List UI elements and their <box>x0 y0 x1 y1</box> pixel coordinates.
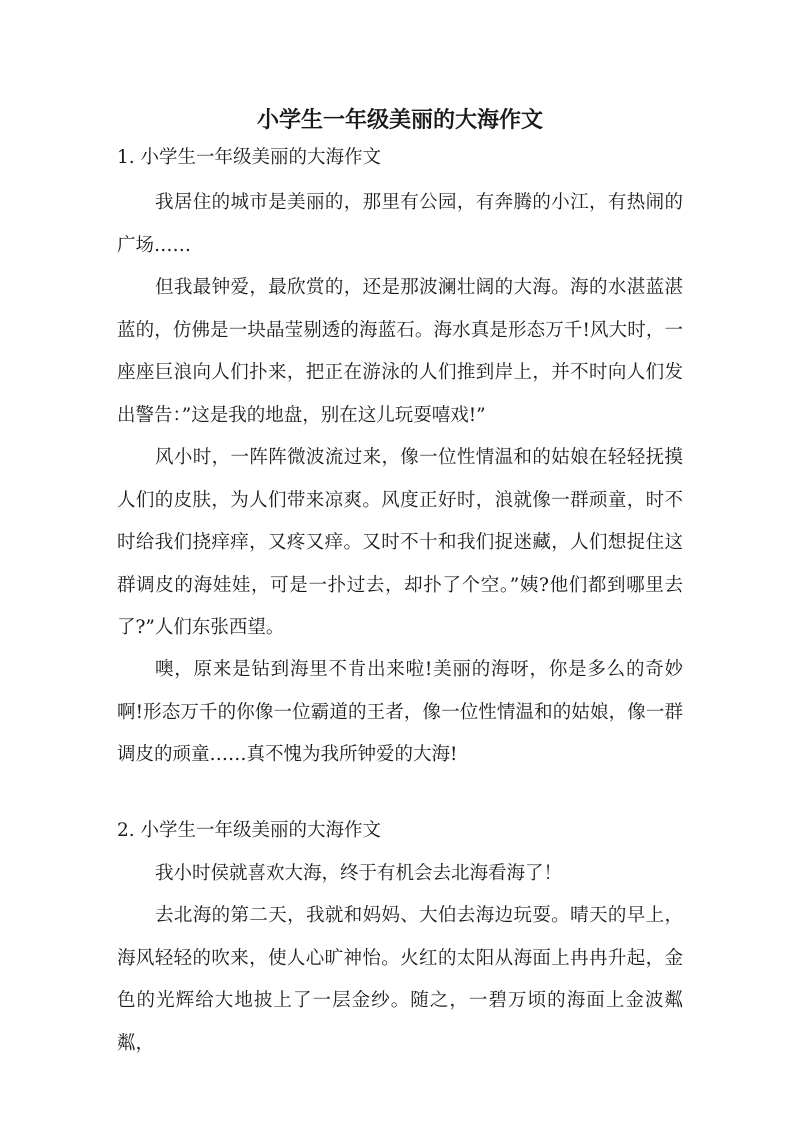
section-1-paragraph-4: 噢，原来是钻到海里不肯出来啦!美丽的海呀，你是多么的奇妙啊!形态万千的你像一位霸道的王者，像一位性情温和的姑娘，像一群调皮的顽童……真不愧为我所钟爱的大海! <box>117 659 683 765</box>
section-1-paragraph-3: 风小时，一阵阵微波流过来，像一位性情温和的姑娘在轻轻抚摸人们的皮肤，为人们带来凉爽。风度正好时，浪就像一群顽童，时不时给我们挠痒痒，又疼又痒。又时不十和我们捉迷藏，人们想捉住这群调皮的海娃娃，可是一扑过去，却扑了个空。”姨?他们都到哪里去了?”人们东张西望。 <box>117 447 683 638</box>
document-title: 小学生一年级美丽的大海作文 <box>256 107 543 133</box>
section-1-paragraph-1: 我居住的城市是美丽的，那里有公园，有奔腾的小江，有热闹的广场…… <box>117 192 683 256</box>
section-1-heading: 1. 小学生一年级美丽的大海作文 <box>117 147 382 168</box>
section-2-paragraph-2: 去北海的第二天，我就和妈妈、大伯去海边玩耍。晴天的早上，海风轻轻的吹来，使人心旷神怡。火红的太阳从海面上冉冉升起，金色的光辉给大地披上了一层金纱。随之，一碧万顷的海面上金波粼粼， <box>117 905 683 1054</box>
section-2-paragraph-1: 我小时侯就喜欢大海，终于有机会去北海看海了！ <box>155 863 563 884</box>
section-1-paragraph-2: 但我最钟爱，最欣赏的，还是那波澜壮阔的大海。海的水湛蓝湛蓝的，仿佛是一块晶莹剔透的海蓝石。海水真是形态万千!风大时，一座座巨浪向人们扑来，把正在游泳的人们推到岸上，并不时向人们发出警告：”这是我的地盘，别在这儿玩耍嘻戏!” <box>117 277 683 426</box>
section-2-heading: 2. 小学生一年级美丽的大海作文 <box>117 820 382 841</box>
